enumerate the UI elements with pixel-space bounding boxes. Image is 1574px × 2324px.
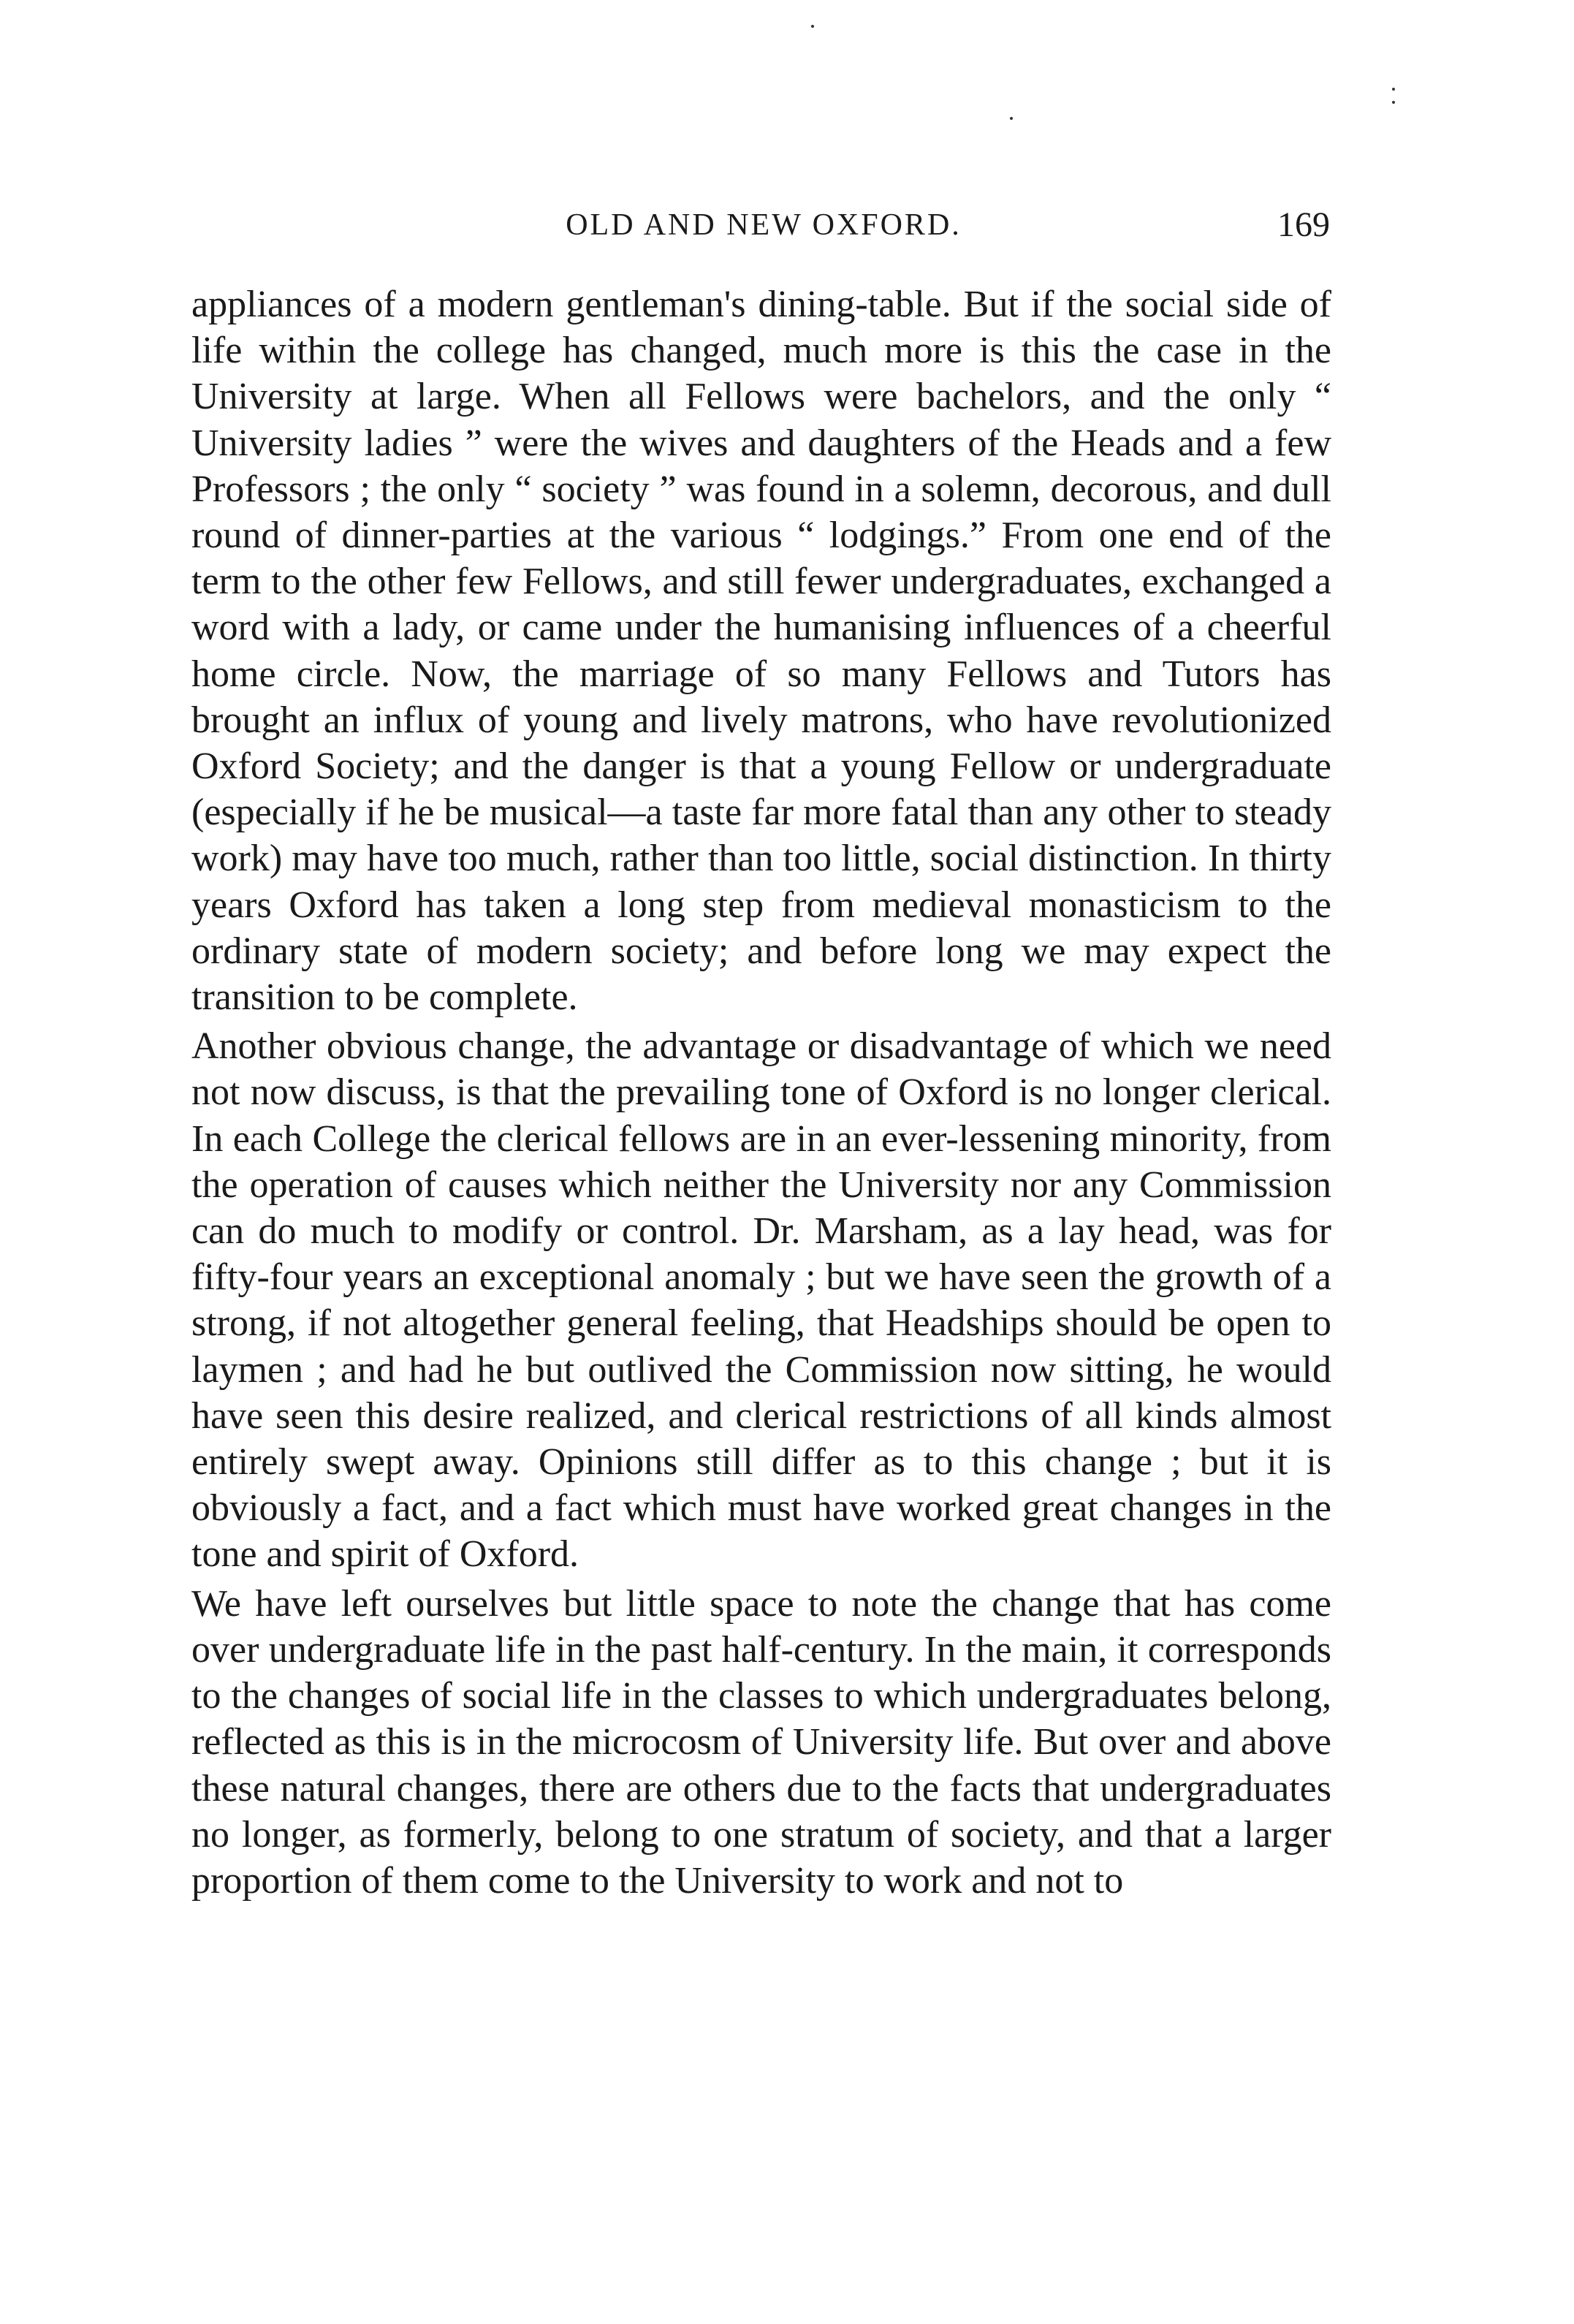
print-speck xyxy=(1392,101,1395,104)
print-speck xyxy=(811,25,814,28)
running-head: OLD AND NEW OXFORD. xyxy=(566,208,962,242)
print-speck xyxy=(1010,117,1013,120)
page-number: 169 xyxy=(1277,205,1330,244)
print-speck xyxy=(1392,88,1395,91)
page-header xyxy=(197,203,1330,254)
body-text xyxy=(191,281,1331,1904)
paragraph-3: We have left ourselves but little space to note the change that has come over undergraduate life in the past half-century. In the main, it corresponds to the changes of social life in the classes to which undergraduates belong, reflected as this is in the microcosm of University life. But over and above these natural changes, there are others due to the facts that undergraduates no longer, as formerly, belong to one stratum of society, and that a larger proportion of them come to the University to work and not to xyxy=(191,1582,1331,1902)
paragraph-1: appliances of a modern gentleman's dining-table. But if the social side of life within the college has changed, much more is this the case in the University at large. When all Fellows were bachelors, and the only “ University ladies ” were the wives and daughters of the Heads and a few Professors ; the only “ society ” was found in a solemn, decorous, and dull round of dinner-parties at the various “ lodgings.” From one end of the term to the other few Fellows, and still fewer undergraduates, exchanged a word with a lady, or came under the humanising influences of a cheerful home circle. Now, the marriage of so many Fellows and Tutors has brought an influx of young and lively matrons, who have revolutionized Oxford Society; and the danger is that a young Fellow or undergraduate (especially if he be musical—a taste far more fatal than any other to steady work) may have too much, rather than too little, social distinction. In thirty years Oxford has taken a long step from medieval monasticism to the ordinary state of modern society; and before long we may expect the transition to be complete. xyxy=(191,284,1331,1019)
paragraph-2: Another obvious change, the advantage or disadvantage of which we need not now discuss, is that the prevailing tone of Oxford is no longer clerical. In each College the clerical fellows are in an ever-lessening minority, from the operation of causes which neither the University nor any Commission can do much to modify or control. Dr. Marsham, as a lay head, was for fifty-four years an exceptional anomaly ; but we have seen the growth of a strong, if not altogether general feeling, that Headships should be open to laymen ; and had he but outlived the Commission now sitting, he would have seen this desire realized, and clerical restrictions of all kinds almost entirely swept away. Opinions still differ as to this change ; but it is obviously a fact, and a fact which must have worked great changes in the tone and spirit of Oxford. xyxy=(191,1025,1331,1576)
